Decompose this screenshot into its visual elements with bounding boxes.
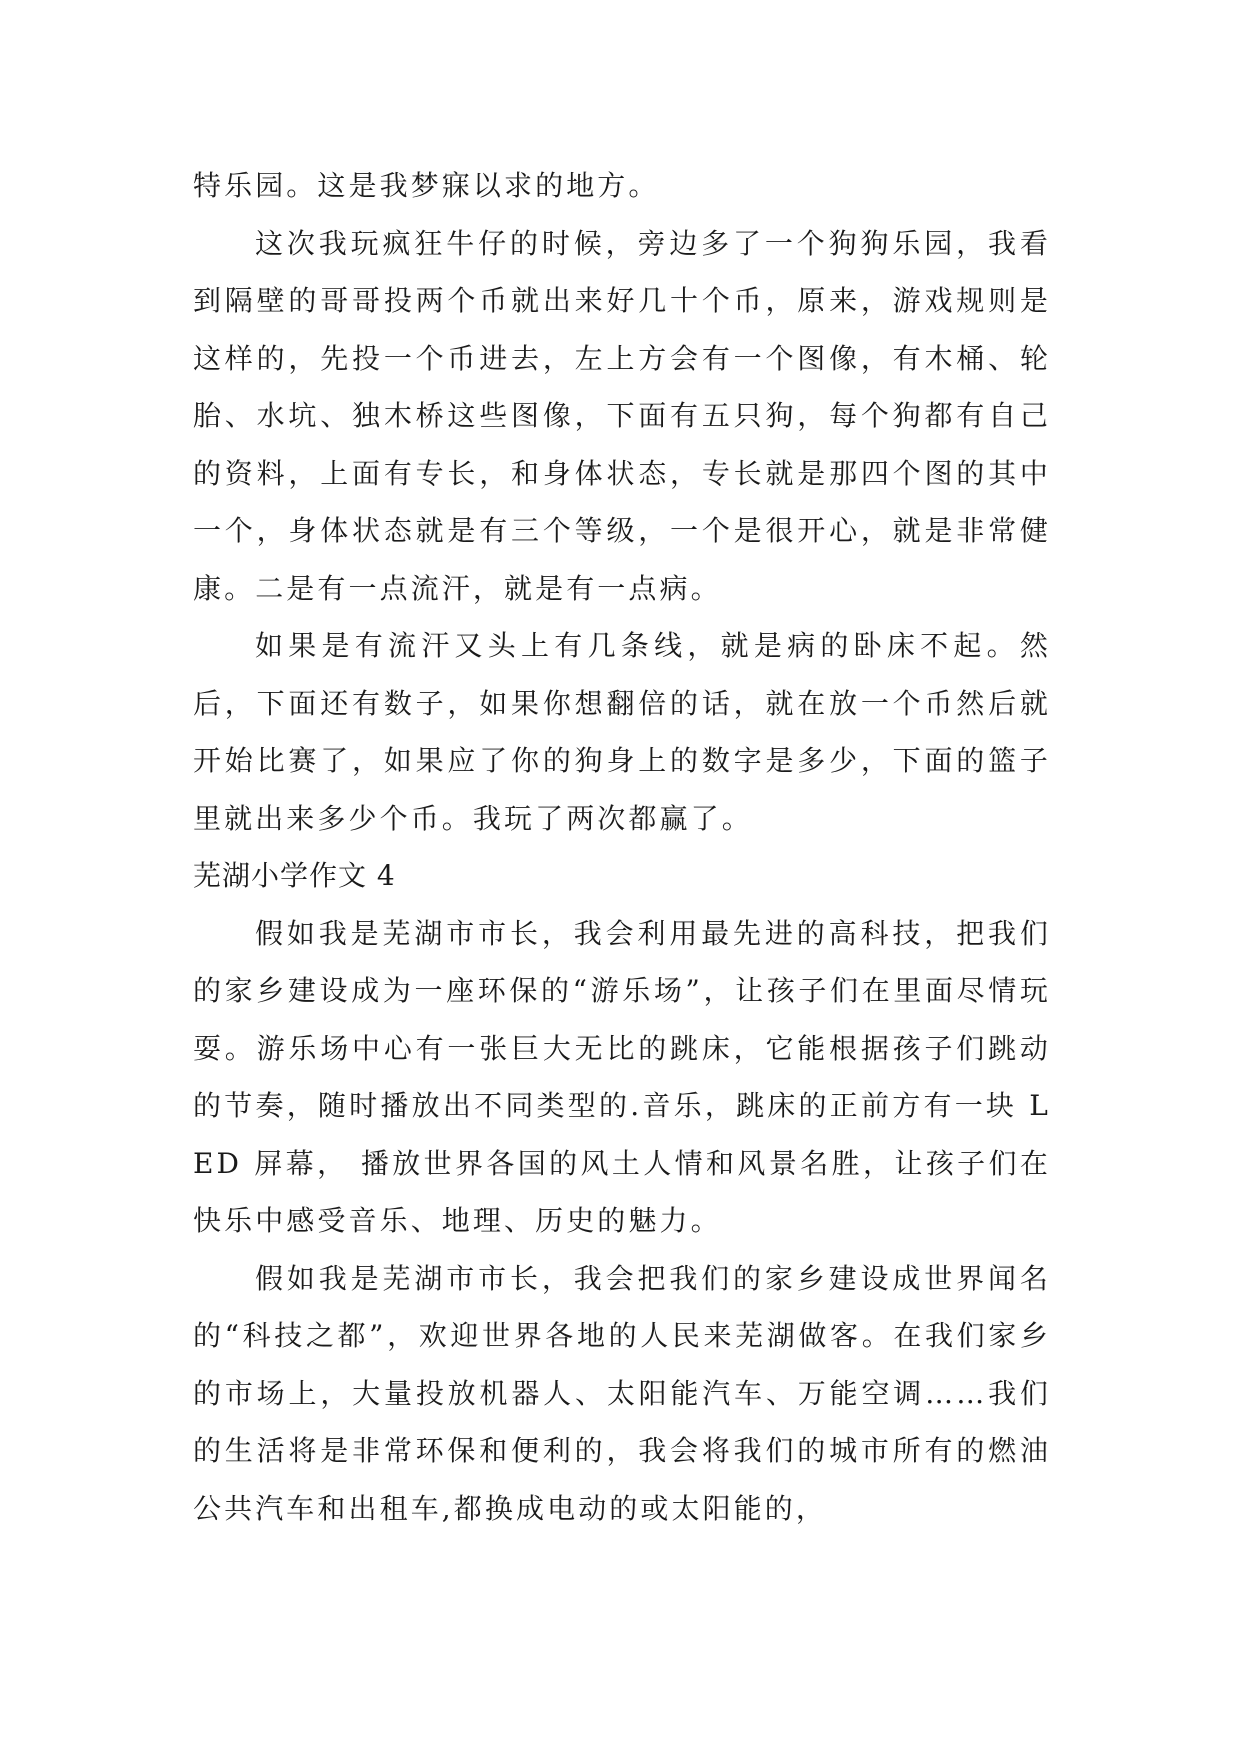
- paragraph: 如果是有流汗又头上有几条线，就是病的卧床不起。然后，下面还有数子，如果你想翻倍的话，就在放一个币然后就开始比赛了，如果应了你的狗身上的数字是多少，下面的篮子里就出来多少个币。我玩了两次都赢了。: [193, 629, 1051, 835]
- paragraph: 假如我是芜湖市市长，我会把我们的家乡建设成世界闻名的“科技之都”，欢迎世界各地的人民来芜湖做客。在我们家乡的市场上，大量投放机器人、太阳能汽车、万能空调……我们的生活将是非常环保和便利的，我会将我们的城市所有的燃油公共汽车和出租车,都换成电动的或太阳能的，: [193, 1261, 1051, 1525]
- section-title: 芜湖小学作文 4: [193, 859, 396, 892]
- document-body: [193, 157, 1051, 1537]
- paragraph: 这次我玩疯狂牛仔的时候，旁边多了一个狗狗乐园，我看到隔壁的哥哥投两个币就出来好几十个币，原来，游戏规则是这样的，先投一个币进去，左上方会有一个图像，有木桶、轮胎、水坑、独木桥这些图像，下面有五只狗，每个狗都有自己的资料，上面有专长，和身体状态，专长就是那四个图的其中一个，身体状态就是有三个等级，一个是很开心，就是非常健康。二是有一点流汗，就是有一点病。: [193, 226, 1051, 605]
- paragraph-continuation: 特乐园。这是我梦寐以求的地方。: [193, 169, 660, 202]
- paragraph: 假如我是芜湖市市长，我会利用最先进的高科技，把我们的家乡建设成为一座环保的“游乐场”，让孩子们在里面尽情玩耍。游乐场中心有一张巨大无比的跳床，它能根据孩子们跳动的节奏，随时播放出不同类型的.音乐，跳床的正前方有一块 LED 屏幕， 播放世界各国的风土人情和风景名胜，让孩子们在快乐中感受音乐、地理、历史的魅力。: [193, 916, 1051, 1237]
